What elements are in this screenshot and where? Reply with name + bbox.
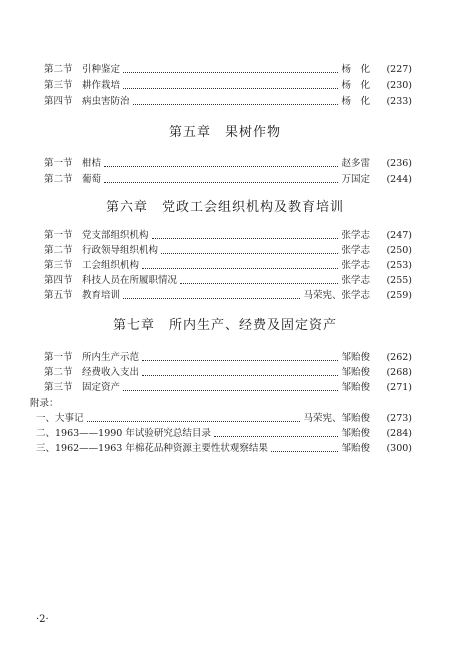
section-page: (262) bbox=[386, 352, 412, 363]
toc-entry bbox=[44, 173, 412, 187]
section-author: 张学志 bbox=[341, 245, 370, 256]
chapter-heading: 第六章 党政工会组织机构及教育培训 bbox=[105, 200, 344, 215]
appendix-label: 附录： bbox=[30, 398, 59, 409]
section-title: 病虫害防治 bbox=[82, 96, 130, 107]
section-page: (271) bbox=[386, 382, 412, 393]
section-number: 第二节 bbox=[44, 245, 73, 256]
section-number: 第一节 bbox=[44, 230, 73, 241]
section-page: (244) bbox=[386, 174, 412, 185]
section-number: 第二节 bbox=[44, 367, 73, 378]
leader-dots bbox=[271, 451, 339, 452]
section-page: (236) bbox=[386, 158, 412, 169]
section-author: 赵多雷 bbox=[341, 158, 370, 169]
section-title: 教育培训 bbox=[82, 290, 121, 301]
section-title: 葡萄 bbox=[82, 174, 102, 185]
toc-entry bbox=[44, 289, 412, 303]
toc-entry bbox=[44, 366, 412, 380]
section-page: (233) bbox=[386, 96, 412, 107]
section-title: 引种鉴定 bbox=[82, 64, 121, 75]
section-title: 柑桔 bbox=[82, 158, 102, 169]
section-title: 耕作栽培 bbox=[82, 80, 121, 91]
section-author: 邹贻俊 bbox=[341, 352, 370, 363]
leader-dots bbox=[123, 88, 338, 89]
leader-dots bbox=[180, 283, 338, 284]
appendix-page: (300) bbox=[386, 443, 412, 454]
toc-entry bbox=[44, 79, 412, 93]
section-author: 万国定 bbox=[341, 174, 370, 185]
section-title: 科技人员在所履职情况 bbox=[82, 275, 178, 286]
section-number: 第一节 bbox=[44, 352, 73, 363]
page-number: ·2· bbox=[36, 614, 49, 625]
leader-dots bbox=[142, 375, 338, 376]
leader-dots bbox=[104, 166, 338, 167]
section-title: 经费收入支出 bbox=[82, 367, 140, 378]
section-page: (250) bbox=[386, 245, 412, 256]
appendix-entry bbox=[36, 442, 412, 456]
leader-dots bbox=[142, 360, 338, 361]
toc-entry bbox=[44, 157, 412, 171]
appendix-author: 邹贻俊 bbox=[341, 428, 370, 439]
toc-entry bbox=[44, 95, 412, 109]
leader-dots bbox=[123, 390, 338, 391]
appendix-page: (284) bbox=[386, 428, 412, 439]
section-title: 工会组织机构 bbox=[82, 260, 140, 271]
section-title: 行政领导组织机构 bbox=[82, 245, 159, 256]
toc-entry bbox=[44, 274, 412, 288]
section-number: 第二节 bbox=[44, 64, 73, 75]
appendix-entry bbox=[36, 427, 412, 441]
leader-dots bbox=[123, 72, 338, 73]
section-page: (227) bbox=[386, 64, 412, 75]
section-page: (230) bbox=[386, 80, 412, 91]
appendix-entry bbox=[36, 412, 412, 426]
leader-dots bbox=[152, 238, 339, 239]
appendix-author: 邹贻俊 bbox=[341, 443, 370, 454]
section-number: 第二节 bbox=[44, 174, 73, 185]
section-number: 第一节 bbox=[44, 158, 73, 169]
leader-dots bbox=[214, 436, 339, 437]
leader-dots bbox=[142, 268, 338, 269]
section-author: 杨 化 bbox=[341, 64, 370, 75]
section-number: 第三节 bbox=[44, 260, 73, 271]
section-title: 党支部组织机构 bbox=[82, 230, 149, 241]
leader-dots bbox=[133, 104, 339, 105]
section-author: 杨 化 bbox=[341, 80, 370, 91]
section-author: 邹贻俊 bbox=[341, 382, 370, 393]
toc-entry bbox=[44, 351, 412, 365]
toc-entry bbox=[44, 259, 412, 273]
leader-dots bbox=[104, 182, 338, 183]
section-title: 固定资产 bbox=[82, 382, 121, 393]
toc-entry bbox=[44, 381, 412, 395]
section-page: (247) bbox=[386, 230, 412, 241]
chapter-heading: 第五章 果树作物 bbox=[168, 125, 281, 140]
section-author: 邹贻俊 bbox=[341, 367, 370, 378]
leader-dots bbox=[123, 298, 300, 299]
section-author: 马荣宪、张学志 bbox=[303, 290, 370, 301]
section-author: 张学志 bbox=[341, 260, 370, 271]
appendix-page: (273) bbox=[386, 413, 412, 424]
appendix-title: 三、1962——1963 年棉花品种资源主要性状观察结果 bbox=[36, 443, 268, 454]
section-number: 第四节 bbox=[44, 96, 73, 107]
toc-entry bbox=[44, 63, 412, 77]
appendix-title: 一、大事记 bbox=[36, 413, 84, 424]
section-number: 第三节 bbox=[44, 80, 73, 91]
appendix-author: 马荣宪、邹贻俊 bbox=[303, 413, 370, 424]
section-page: (253) bbox=[386, 260, 412, 271]
leader-dots bbox=[87, 421, 301, 422]
section-author: 张学志 bbox=[341, 230, 370, 241]
toc-entry bbox=[44, 244, 412, 258]
section-number: 第三节 bbox=[44, 382, 73, 393]
section-author: 张学志 bbox=[341, 275, 370, 286]
leader-dots bbox=[161, 253, 338, 254]
chapter-heading: 第七章 所内生产、经费及固定资产 bbox=[112, 318, 337, 333]
section-number: 第五节 bbox=[44, 290, 73, 301]
toc-entry bbox=[44, 229, 412, 243]
section-title: 所内生产示范 bbox=[82, 352, 140, 363]
appendix-title: 二、1963——1990 年试验研究总结目录 bbox=[36, 428, 211, 439]
section-page: (259) bbox=[386, 290, 412, 301]
section-number: 第四节 bbox=[44, 275, 73, 286]
section-page: (268) bbox=[386, 367, 412, 378]
section-author: 杨 化 bbox=[341, 96, 370, 107]
section-page: (255) bbox=[386, 275, 412, 286]
